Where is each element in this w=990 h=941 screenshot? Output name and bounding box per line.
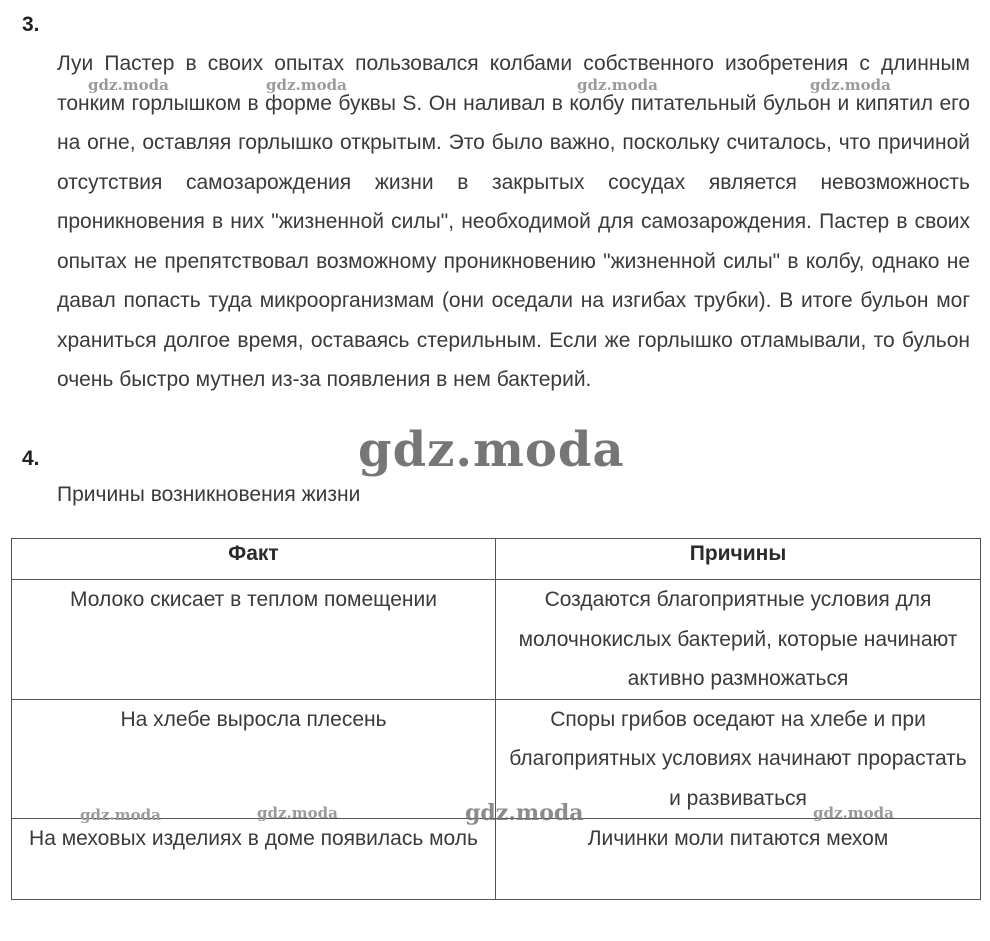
watermark-small: gdz.moda [80,806,161,824]
task-4-number: 4. [22,447,40,470]
table-row [12,580,981,700]
watermark-medium: gdz.moda [465,800,584,826]
watermark-small: gdz.moda [266,76,347,94]
watermark-small: gdz.moda [88,76,169,94]
watermark-large: gdz.moda [358,422,625,478]
fact-cell: На хлебе выросла плесень [12,699,496,819]
watermark-small: gdz.moda [813,804,894,822]
header-causes: Причины [496,539,981,580]
table-header-row [12,539,981,580]
cause-cell: Создаются благоприятные условия для молочнокислых бактерий, которые начинают активно размножаться [496,580,981,700]
causes-table [11,538,981,900]
cause-cell: Споры грибов оседают на хлебе и при благоприятных условиях начинают прорастать и развиваться [496,699,981,819]
task-4-subtitle: Причины возникновения жизни [57,483,361,506]
fact-cell: Молоко скисает в теплом помещении [12,580,496,700]
task-3-answer-text: Луи Пастер в своих опытах пользовался колбами собственного изобретения с длинным тонким горлышком в форме буквы S. Он наливал в колбу питательный бульон и кипятил его на огне, оставляя горлышко открытым. Это было важно, поскольку считалось, что причиной отсутствия самозарождения жизни в закрытых сосудах является невозможность проникновения в них "жизненной силы", необходимой для самозарождения. Пастер в своих опытах не препятствовал возможному проникновению "жизненной силы" в колбу, однако не давал попасть туда микроорганизмам (они оседали на изгибах трубки). В итоге бульон мог храниться долгое время, оставаясь стерильным. Если же горлышко отламывали, то бульон очень быстро мутнел из-за появления в нем бактерий. [57,52,970,391]
fact-cell: На меховых изделиях в доме появилась моль [12,819,496,900]
watermark-small: gdz.moda [810,76,891,94]
cause-cell: Личинки моли питаются мехом [496,819,981,900]
table-row [12,819,981,900]
task-3-number: 3. [22,13,40,36]
watermark-small: gdz.moda [577,76,658,94]
header-fact: Факт [12,539,496,580]
watermark-small: gdz.moda [257,804,338,822]
